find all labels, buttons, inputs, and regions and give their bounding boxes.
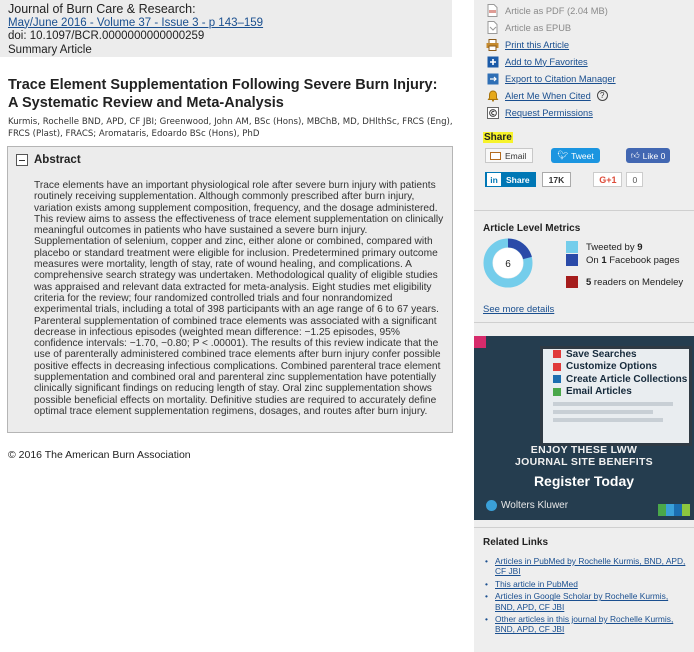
share-heading: Share bbox=[484, 132, 512, 143]
screen-line bbox=[553, 402, 673, 406]
divider bbox=[474, 322, 694, 323]
article-tools bbox=[486, 2, 616, 121]
tool-label: Export to Citation Manager bbox=[505, 73, 616, 84]
twitter-bird-icon: 🐦︎ bbox=[557, 150, 569, 160]
wk-logo-icon bbox=[486, 500, 497, 511]
related-link[interactable]: • Other articles in this journal by Rochelle Kurmis, BND, APD, CF JBI bbox=[483, 614, 688, 635]
metric-text: Tweeted by 9 bbox=[586, 241, 643, 253]
metric-text: 5 readers on Mendeley bbox=[586, 276, 684, 288]
banner-tagline: ENJOY THESE LWW JOURNAL SITE BENEFITS bbox=[515, 444, 653, 468]
email-share-button[interactable]: Email bbox=[485, 148, 533, 163]
tool-label: Article as EPUB bbox=[505, 22, 572, 33]
journal-name: Journal of Burn Care & Research: bbox=[8, 2, 196, 16]
export-icon bbox=[486, 72, 499, 85]
metric-row-twitter bbox=[566, 241, 643, 253]
benefit-item: Create Article Collections bbox=[553, 373, 687, 386]
related-link[interactable]: • Articles in Google Scholar by Rochelle Kurmis, BND, APD, CF JBI bbox=[483, 591, 688, 612]
sidebar bbox=[474, 0, 694, 652]
screen-line bbox=[553, 410, 653, 414]
tool-alert[interactable] bbox=[486, 87, 616, 104]
google-plus-button[interactable]: G+1 bbox=[593, 172, 622, 187]
related-links-heading: Related Links bbox=[483, 537, 549, 548]
linkedin-share-button[interactable]: in Share bbox=[485, 172, 536, 187]
see-more-details-link[interactable]: See more details bbox=[483, 304, 555, 315]
collapse-icon[interactable] bbox=[16, 154, 28, 166]
article-type: Summary Article bbox=[8, 43, 92, 56]
abstract-panel bbox=[7, 146, 453, 433]
divider bbox=[474, 527, 694, 528]
tool-label: Print this Article bbox=[505, 39, 570, 50]
color-squares bbox=[658, 504, 690, 516]
tool-print[interactable] bbox=[486, 36, 616, 53]
metrics-heading: Article Level Metrics bbox=[483, 223, 581, 234]
tool-label: Request Permissions bbox=[505, 107, 593, 118]
article-title: Trace Element Supplementation Following Severe Burn Injury: A Systematic Review and Meta-Analysis bbox=[8, 77, 438, 111]
benefits-list bbox=[553, 348, 687, 398]
share-row-1 bbox=[485, 148, 670, 163]
facebook-like-button[interactable]: 👍︎ Like 0 bbox=[626, 148, 671, 163]
linkedin-icon: in bbox=[487, 173, 501, 186]
copyright-icon bbox=[486, 106, 499, 119]
lww-benefits-banner[interactable] bbox=[474, 336, 694, 520]
metric-text: On 1 Facebook pages bbox=[586, 254, 680, 266]
bullet-square bbox=[553, 388, 561, 396]
related-links-list bbox=[483, 556, 688, 637]
print-icon bbox=[486, 38, 499, 51]
tool-label: Article as PDF (2.04 MB) bbox=[505, 5, 608, 16]
altmetric-donut[interactable] bbox=[483, 238, 533, 288]
altmetric-score: 6 bbox=[505, 259, 511, 270]
copyright-notice: © 2016 The American Burn Association bbox=[8, 449, 191, 461]
facebook-swatch bbox=[566, 254, 578, 266]
tool-label: Alert Me When Cited bbox=[505, 90, 591, 101]
metric-row-facebook bbox=[566, 254, 680, 266]
citation-block bbox=[0, 0, 452, 57]
tool-label: Add to My Favorites bbox=[505, 56, 588, 67]
envelope-icon bbox=[490, 152, 501, 160]
linkedin-count: 17K bbox=[542, 172, 572, 187]
benefit-item: Customize Options bbox=[553, 361, 687, 374]
abstract-header[interactable] bbox=[16, 153, 81, 167]
help-icon[interactable]: ? bbox=[597, 90, 608, 101]
pdf-icon bbox=[486, 4, 499, 17]
epub-icon bbox=[486, 21, 499, 34]
tool-epub bbox=[486, 19, 616, 36]
favorites-icon bbox=[486, 55, 499, 68]
register-today-cta[interactable]: Register Today bbox=[533, 473, 635, 489]
screen-line bbox=[553, 418, 663, 422]
bullet-square bbox=[553, 375, 561, 383]
author-list: Kurmis, Rochelle BND, APD, CF JBI; Greenwood, John AM, BSc (Hons), MBChB, MD, DHlthSc, FRCS (Eng), FRCS (Plast), FRACS; Aromataris, Edoardo BSc (Hons), PhD bbox=[8, 117, 453, 139]
metric-row-mendeley bbox=[566, 276, 683, 288]
thumbs-up-icon: 👍︎ bbox=[630, 150, 640, 160]
abstract-heading: Abstract bbox=[34, 154, 81, 166]
benefit-item: Email Articles bbox=[553, 386, 687, 399]
doi: doi: 10.1097/BCR.0000000000000259 bbox=[8, 30, 205, 42]
twitter-swatch bbox=[566, 241, 578, 253]
banner-accent bbox=[474, 336, 486, 348]
related-link[interactable]: • This article in PubMed bbox=[483, 579, 688, 589]
tool-export[interactable] bbox=[486, 70, 616, 87]
share-row-2 bbox=[485, 172, 643, 187]
wolters-kluwer-logo: Wolters Kluwer bbox=[486, 500, 568, 511]
tool-pdf bbox=[486, 2, 616, 19]
abstract-text: Trace elements have an important physiological role after severe burn injury with patients routinely receiving supplementation. Although commonly prescribed after burn injury, variation exists among supplement composition, frequency, and the dosage administered. This review aims to assess the effectiveness of trace element supplementation on clinically meaningful outcomes in patients who have sustained a severe burn injury. Supplementation of selenium, copper and zinc, either alone or combined, compared with placebo or standard treatment were eligible for inclusion. Predetermined primary outcome measures were mortality, length of stay, rate of wound healing, and complications. A comprehensive search strategy was undertaken. Methodological quality of eligible studies was appraised and relevant data extracted for meta-analysis. Eight studies met eligibility criteria for the review; four randomized controlled trials and four nonrandomized experimental trials, including a total of 398 participants with an age range of 6 to 67 years. Parenteral supplementation of combined trace elements was associated with a significant decrease in infectious episodes (weighted mean difference: −1.25 episodes, 95% confidence intervals: −1.70, −0.80; P < .00001). The results of this review indicate that the use of parenterally administered combined trace elements after burn injury confer possible positive effects in decreasing infectious complications. Combined parenteral trace element supplementation and combined oral and parenteral zinc supplementation have potentially clinically significant findings on reducing length of stay. Oral zinc supplementation shows possible beneficial effects on mortality. Definitive studies are required to accurately define optimal trace element supplementation regimens, dosages, and routes after burn injury. bbox=[34, 180, 444, 417]
alert-bell-icon bbox=[486, 89, 499, 102]
related-link[interactable]: • Articles in PubMed by Rochelle Kurmis, BND, APD, CF JBI bbox=[483, 556, 688, 577]
issue-link[interactable]: May/June 2016 - Volume 37 - Issue 3 - p 143–159 bbox=[8, 16, 264, 29]
benefit-item: Save Searches bbox=[553, 348, 687, 361]
divider bbox=[474, 210, 694, 211]
tweet-button[interactable]: 🐦︎ Tweet bbox=[551, 148, 599, 163]
tool-favorites[interactable] bbox=[486, 53, 616, 70]
google-plus-count: 0 bbox=[626, 172, 643, 187]
bullet-square bbox=[553, 363, 561, 371]
mendeley-swatch bbox=[566, 276, 578, 288]
tool-permissions[interactable] bbox=[486, 104, 616, 121]
bullet-square bbox=[553, 350, 561, 358]
